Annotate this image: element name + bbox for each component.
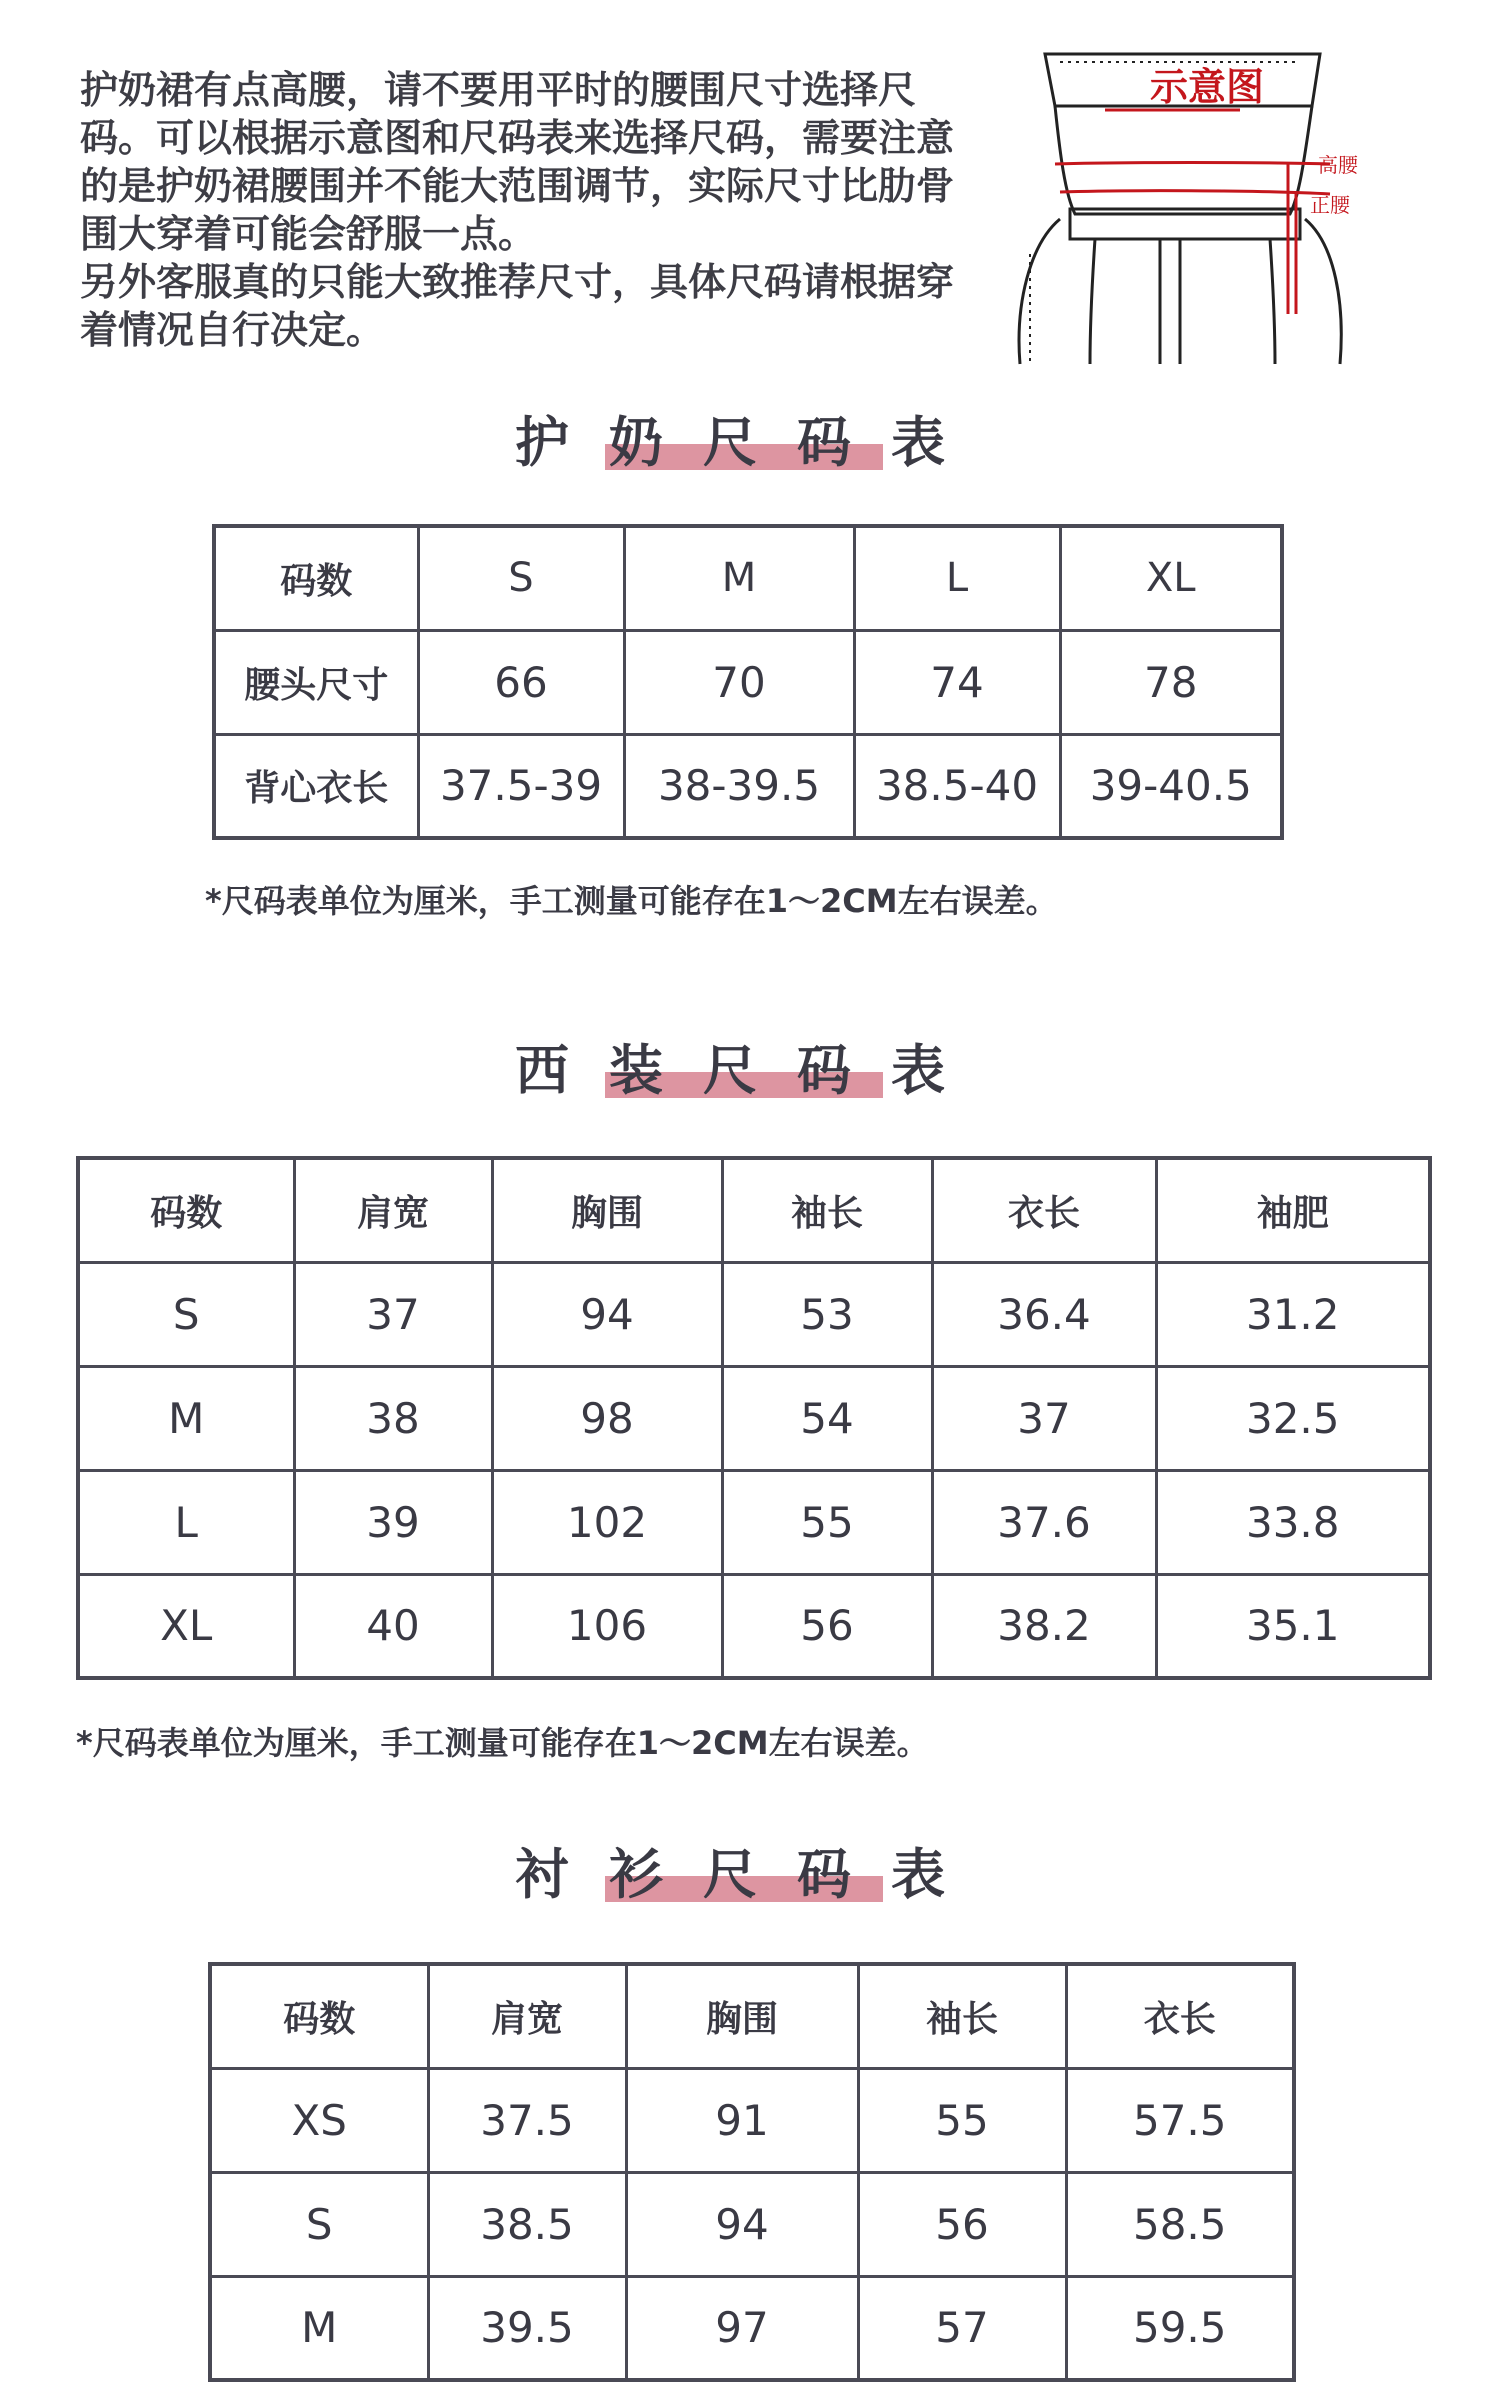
diagram-placket [1160, 239, 1180, 364]
diagram-label-normal: 正腰 [1310, 193, 1350, 217]
table-cell: 37.5-39 [418, 734, 624, 838]
table-cell: 39-40.5 [1060, 734, 1282, 838]
table-row [78, 1366, 1430, 1470]
table-cell: 38.5-40 [854, 734, 1060, 838]
diagram-label-high: 高腰 [1318, 153, 1358, 177]
table-row [78, 1262, 1430, 1366]
table-row [210, 2172, 1294, 2276]
table-cell: 97 [626, 2276, 858, 2380]
table-cell: 39 [294, 1470, 492, 1574]
table-cell: XS [210, 2068, 428, 2172]
table-cell: 40 [294, 1574, 492, 1678]
table-cell: 106 [492, 1574, 722, 1678]
header-cell: 肩宽 [428, 1964, 626, 2068]
row-label: 腰头尺寸 [214, 630, 418, 734]
table-cell: 37.6 [932, 1470, 1156, 1574]
table-cell: 37 [294, 1262, 492, 1366]
shirt-table-title: 衬衫尺码表 [515, 1843, 985, 1906]
row-label: 背心衣长 [214, 734, 418, 838]
table-cell: 37.5 [428, 2068, 626, 2172]
header-cell: M [624, 526, 854, 630]
table-cell: 94 [492, 1262, 722, 1366]
header-cell: 码数 [78, 1158, 294, 1262]
table-cell: 39.5 [428, 2276, 626, 2380]
table-cell: S [78, 1262, 294, 1366]
table-cell: 56 [722, 1574, 932, 1678]
table-cell: 57 [858, 2276, 1066, 2380]
header-cell: 衣长 [1066, 1964, 1294, 2068]
table-row [78, 1574, 1430, 1678]
shirt-size-table [208, 1962, 1296, 2382]
table-cell: 38.5 [428, 2172, 626, 2276]
table-cell: 58.5 [1066, 2172, 1294, 2276]
table-cell: 36.4 [932, 1262, 1156, 1366]
header-cell: 袖肥 [1156, 1158, 1430, 1262]
header-cell: 胸围 [626, 1964, 858, 2068]
table-cell: 31.2 [1156, 1262, 1430, 1366]
table-cell: M [210, 2276, 428, 2380]
intro-paragraph-1: 护奶裙有点高腰，请不要用平时的腰围尺寸选择尺码。可以根据示意图和尺码表来选择尺码，需要注意的是护奶裙腰围并不能大范围调节，实际尺寸比肋骨围大穿着可能会舒服一点。 [80, 68, 955, 256]
table-cell: 55 [722, 1470, 932, 1574]
header-cell: XL [1060, 526, 1282, 630]
table-cell: L [78, 1470, 294, 1574]
table-cell: 38-39.5 [624, 734, 854, 838]
header-cell: S [418, 526, 624, 630]
table-cell: 33.8 [1156, 1470, 1430, 1574]
diagram-skirt-left [1019, 219, 1060, 364]
header-cell: 码数 [210, 1964, 428, 2068]
table-header-row [210, 1964, 1294, 2068]
table-cell: 38.2 [932, 1574, 1156, 1678]
intro-paragraph-2: 另外客服真的只能大致推荐尺寸，具体尺码请根据穿着情况自行决定。 [80, 260, 955, 352]
waist-diagram [1000, 44, 1410, 374]
header-cell: 胸围 [492, 1158, 722, 1262]
table-cell: XL [78, 1574, 294, 1678]
intro-text [80, 66, 980, 354]
table-cell: 57.5 [1066, 2068, 1294, 2172]
table-cell: 55 [858, 2068, 1066, 2172]
table-cell: 91 [626, 2068, 858, 2172]
header-cell: L [854, 526, 1060, 630]
table-cell: 53 [722, 1262, 932, 1366]
table-cell: 102 [492, 1470, 722, 1574]
table-cell: 98 [492, 1366, 722, 1470]
skirt-size-table [212, 524, 1284, 840]
diagram-title: 示意图 [1150, 65, 1265, 109]
table-cell: 70 [624, 630, 854, 734]
table-cell: 94 [626, 2172, 858, 2276]
header-cell: 肩宽 [294, 1158, 492, 1262]
table-cell: 35.1 [1156, 1574, 1430, 1678]
table-cell: 54 [722, 1366, 932, 1470]
table-cell: 66 [418, 630, 624, 734]
suit-size-table [76, 1156, 1432, 1680]
header-cell: 袖长 [722, 1158, 932, 1262]
table-cell: 59.5 [1066, 2276, 1294, 2380]
diagram-fold-left [1090, 239, 1095, 364]
table-cell: 37 [932, 1366, 1156, 1470]
diagram-fold-right [1270, 239, 1275, 364]
header-cell: 衣长 [932, 1158, 1156, 1262]
diagram-skirt-right [1305, 219, 1341, 364]
table-cell: 38 [294, 1366, 492, 1470]
table-cell: 78 [1060, 630, 1282, 734]
header-cell: 袖长 [858, 1964, 1066, 2068]
table-cell: M [78, 1366, 294, 1470]
skirt-table-title: 护奶尺码表 [515, 411, 985, 474]
table-row [210, 2276, 1294, 2380]
table-cell: 32.5 [1156, 1366, 1430, 1470]
table-cell: 56 [858, 2172, 1066, 2276]
skirt-table-note: *尺码表单位为厘米，手工测量可能存在1～2CM左右误差。 [205, 882, 1058, 920]
table-row [214, 630, 1282, 734]
table-cell: S [210, 2172, 428, 2276]
table-header-row [78, 1158, 1430, 1262]
table-row [78, 1470, 1430, 1574]
suit-table-note: *尺码表单位为厘米，手工测量可能存在1～2CM左右误差。 [76, 1724, 929, 1762]
table-header-row [214, 526, 1282, 630]
table-row [214, 734, 1282, 838]
diagram-bodice [1055, 106, 1312, 214]
suit-table-title: 西装尺码表 [515, 1039, 985, 1102]
header-cell: 码数 [214, 526, 418, 630]
diagram-high-waist-line [1055, 163, 1330, 165]
table-cell: 74 [854, 630, 1060, 734]
table-row [210, 2068, 1294, 2172]
